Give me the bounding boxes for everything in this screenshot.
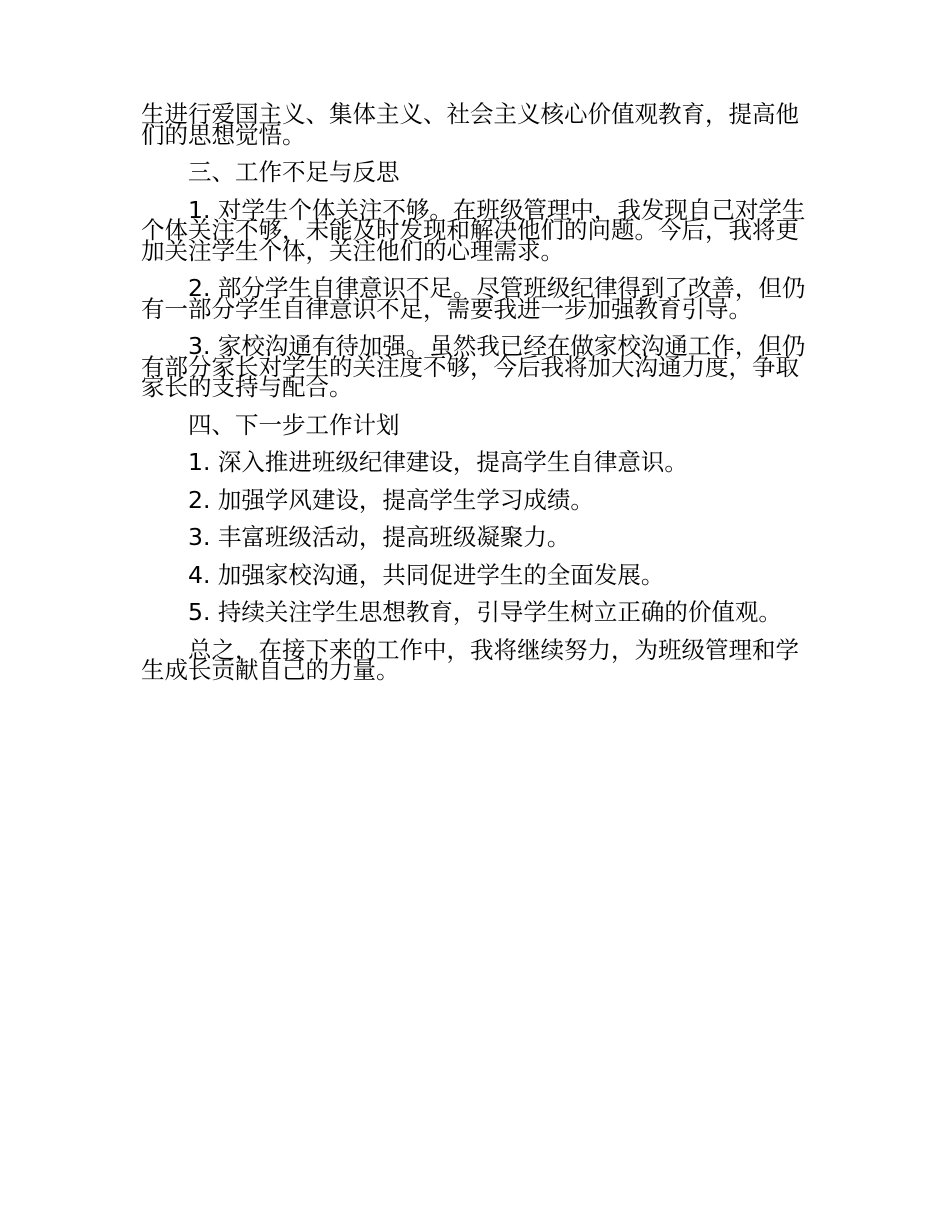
section-heading-shortcomings: 三、工作不足与反思 <box>188 158 400 186</box>
plan-item-5: 5. 持续关注学生思想教育，引导学生树立正确的价值观。 <box>188 598 782 626</box>
shortcoming-item-2: 2. 部分学生自律意识不足。尽管班级纪律得到了改善，但仍有一部分学生自律意识不足，需要我进一步加强教育引导。 <box>141 274 806 323</box>
plan-item-4: 4. 加强家校沟通，共同促进学生的全面发展。 <box>188 560 665 589</box>
section-heading-next-plan: 四、下一步工作计划 <box>188 410 400 439</box>
conclusion-paragraph: 总之，在接下来的工作中，我将继续努力，为班级管理和学生成长贡献自己的力量。 <box>141 635 799 684</box>
shortcoming-item-3: 3. 家校沟通有待加强。虽然我已经在做家校沟通工作，但仍有部分家长对学生的关注度不够，今后我将加大沟通力度，争取家长的支持与配合。 <box>141 332 806 401</box>
document-body <box>141 100 811 684</box>
plan-item-2: 2. 加强学风建设，提高学生学习成绩。 <box>188 485 594 514</box>
shortcoming-item-1: 1. 对学生个体关注不够。在班级管理中，我发现自己对学生个体关注不够，未能及时发现和解决他们的问题。今后，我将更加关注学生个体，关注他们的心理需求。 <box>141 195 806 265</box>
plan-item-1: 1. 深入推进班级纪律建设，提高学生自律意识。 <box>188 448 688 476</box>
plan-item-3: 3. 丰富班级活动，提高班级凝聚力。 <box>188 523 571 551</box>
paragraph-continuation: 生进行爱国主义、集体主义、社会主义核心价值观教育，提高他们的思想觉悟。 <box>141 100 799 149</box>
